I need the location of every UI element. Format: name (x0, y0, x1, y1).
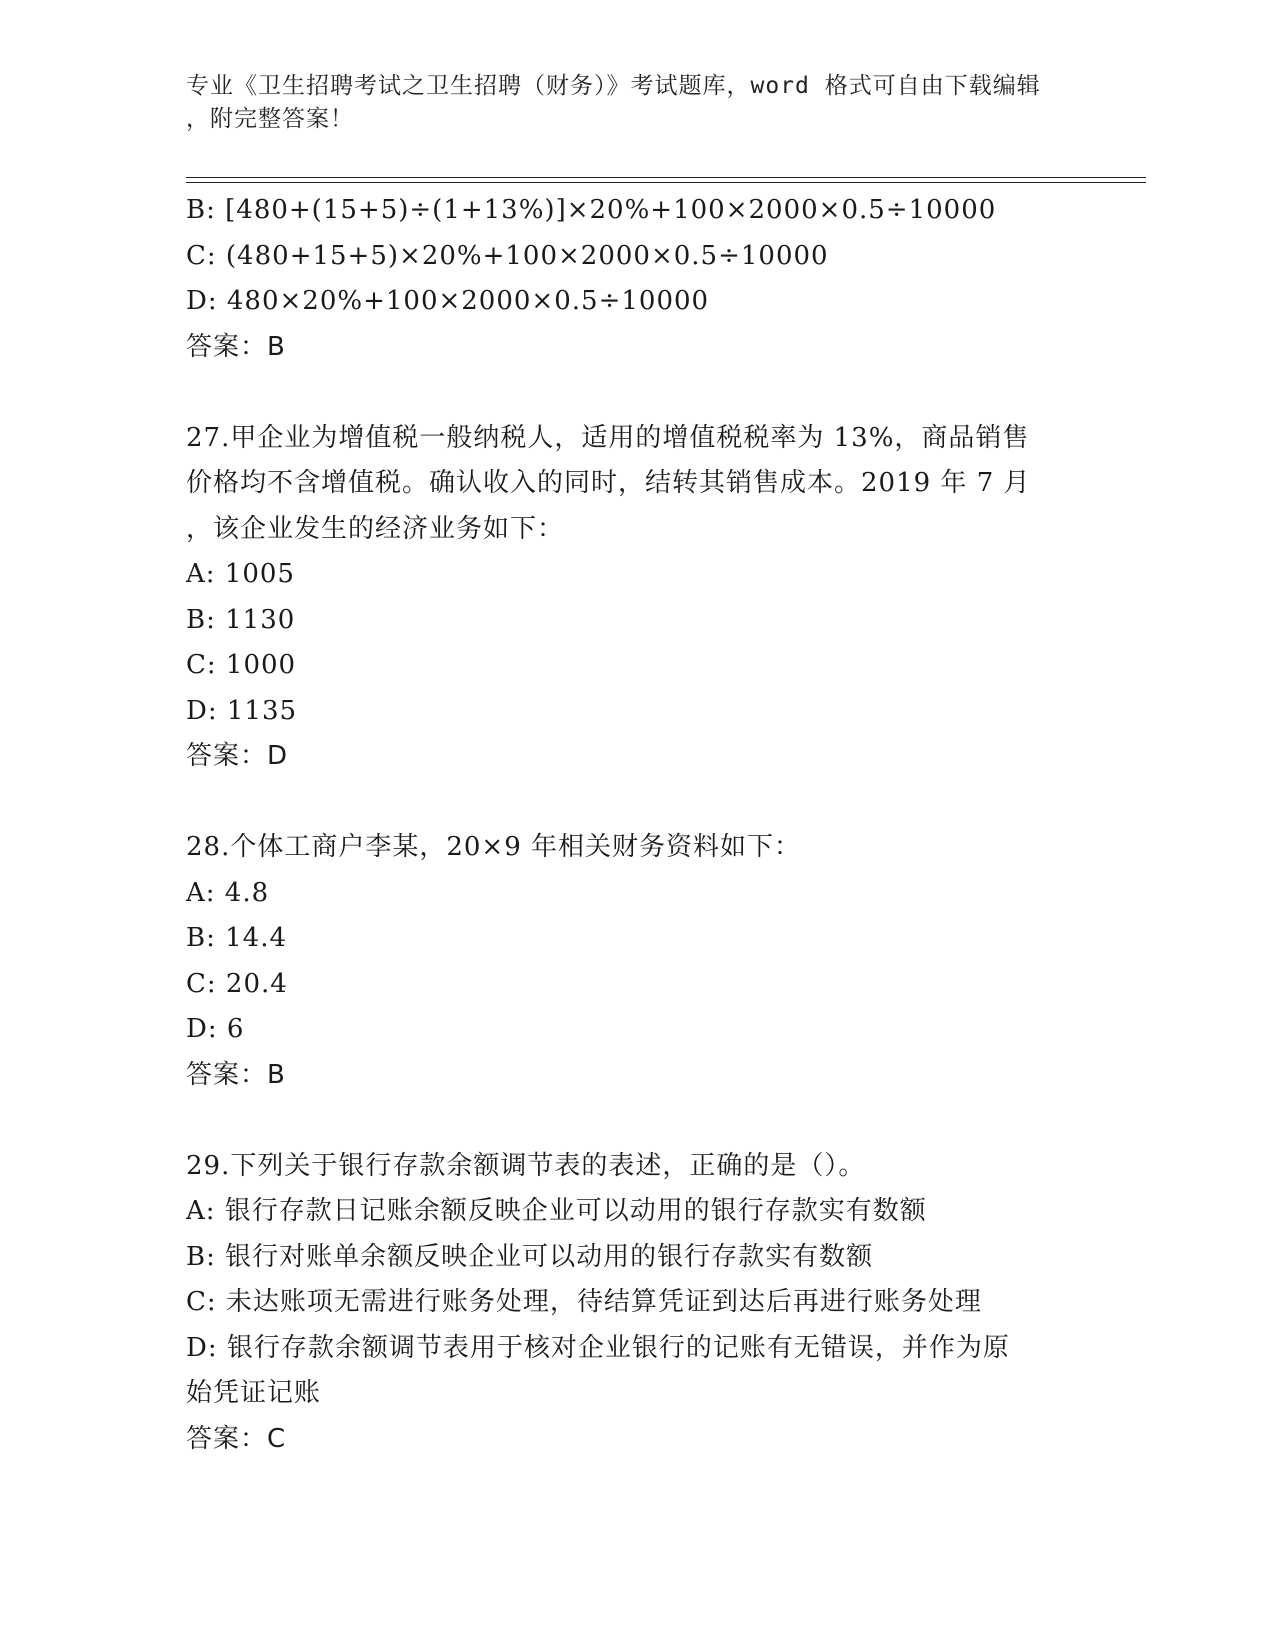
text-line: 价格均不含增值税。确认收入的同时，结转其销售成本。2019 年 7 月 (186, 468, 1031, 498)
header-divider-top (186, 177, 1146, 178)
text-line: 28.个体工商户李某，20×9 年相关财务资料如下： (186, 832, 802, 862)
text-line: B: 14.4 (186, 923, 288, 953)
text-line: A: 1005 (186, 559, 295, 589)
text-line: C: (480+15+5)×20%+100×2000×0.5÷10000 (186, 240, 829, 271)
text-line: B: 1130 (186, 604, 296, 635)
text-line: D: 6 (186, 1014, 245, 1044)
answer-line: 答案：C (186, 1423, 287, 1454)
text-line: D: 480×20%+100×2000×0.5÷10000 (186, 286, 710, 316)
header-divider-bottom (186, 182, 1146, 183)
text-line: 始凭证记账 (186, 1378, 322, 1408)
document-header (186, 70, 1066, 136)
text-line: D: 银行存款余额调节表用于核对企业银行的记账有无错误，并作为原 (186, 1332, 1010, 1363)
spacer (186, 780, 1086, 826)
text-line: D: 1135 (186, 695, 298, 726)
answer-line: 答案：B (186, 331, 286, 362)
text-line: C: 20.4 (186, 968, 288, 999)
text-line: A: 银行存款日记账余额反映企业可以动用的银行存款实有数额 (186, 1196, 927, 1226)
text-line: C: 1000 (186, 650, 297, 680)
header-line-2: ，附完整答案！ (186, 106, 354, 132)
header-line-1: 专业《卫生招聘考试之卫生招聘（财务）》考试题库，word 格式可自由下载编辑 (186, 73, 1041, 99)
spacer (186, 1098, 1086, 1144)
answer-line: 答案：B (186, 1059, 286, 1090)
text-line: A: 4.8 (186, 877, 270, 908)
answer-line: 答案：D (186, 741, 289, 771)
question-content (186, 188, 1086, 1462)
text-line: 29.下列关于银行存款余额调节表的表述，正确的是（）。 (186, 1150, 866, 1181)
text-line: C: 未达账项无需进行账务处理，待结算凭证到达后再进行账务处理 (186, 1287, 982, 1317)
text-line: 27.甲企业为增值税一般纳税人，适用的增值税税率为 13%，商品销售 (186, 422, 1030, 453)
text-line: ，该企业发生的经济业务如下： (186, 513, 565, 544)
spacer (186, 370, 1086, 416)
text-line: B: 银行对账单余额反映企业可以动用的银行存款实有数额 (186, 1241, 874, 1272)
text-line: B: [480+(15+5)÷(1+13%)]×20%+100×2000×0.5÷10000 (186, 195, 997, 225)
